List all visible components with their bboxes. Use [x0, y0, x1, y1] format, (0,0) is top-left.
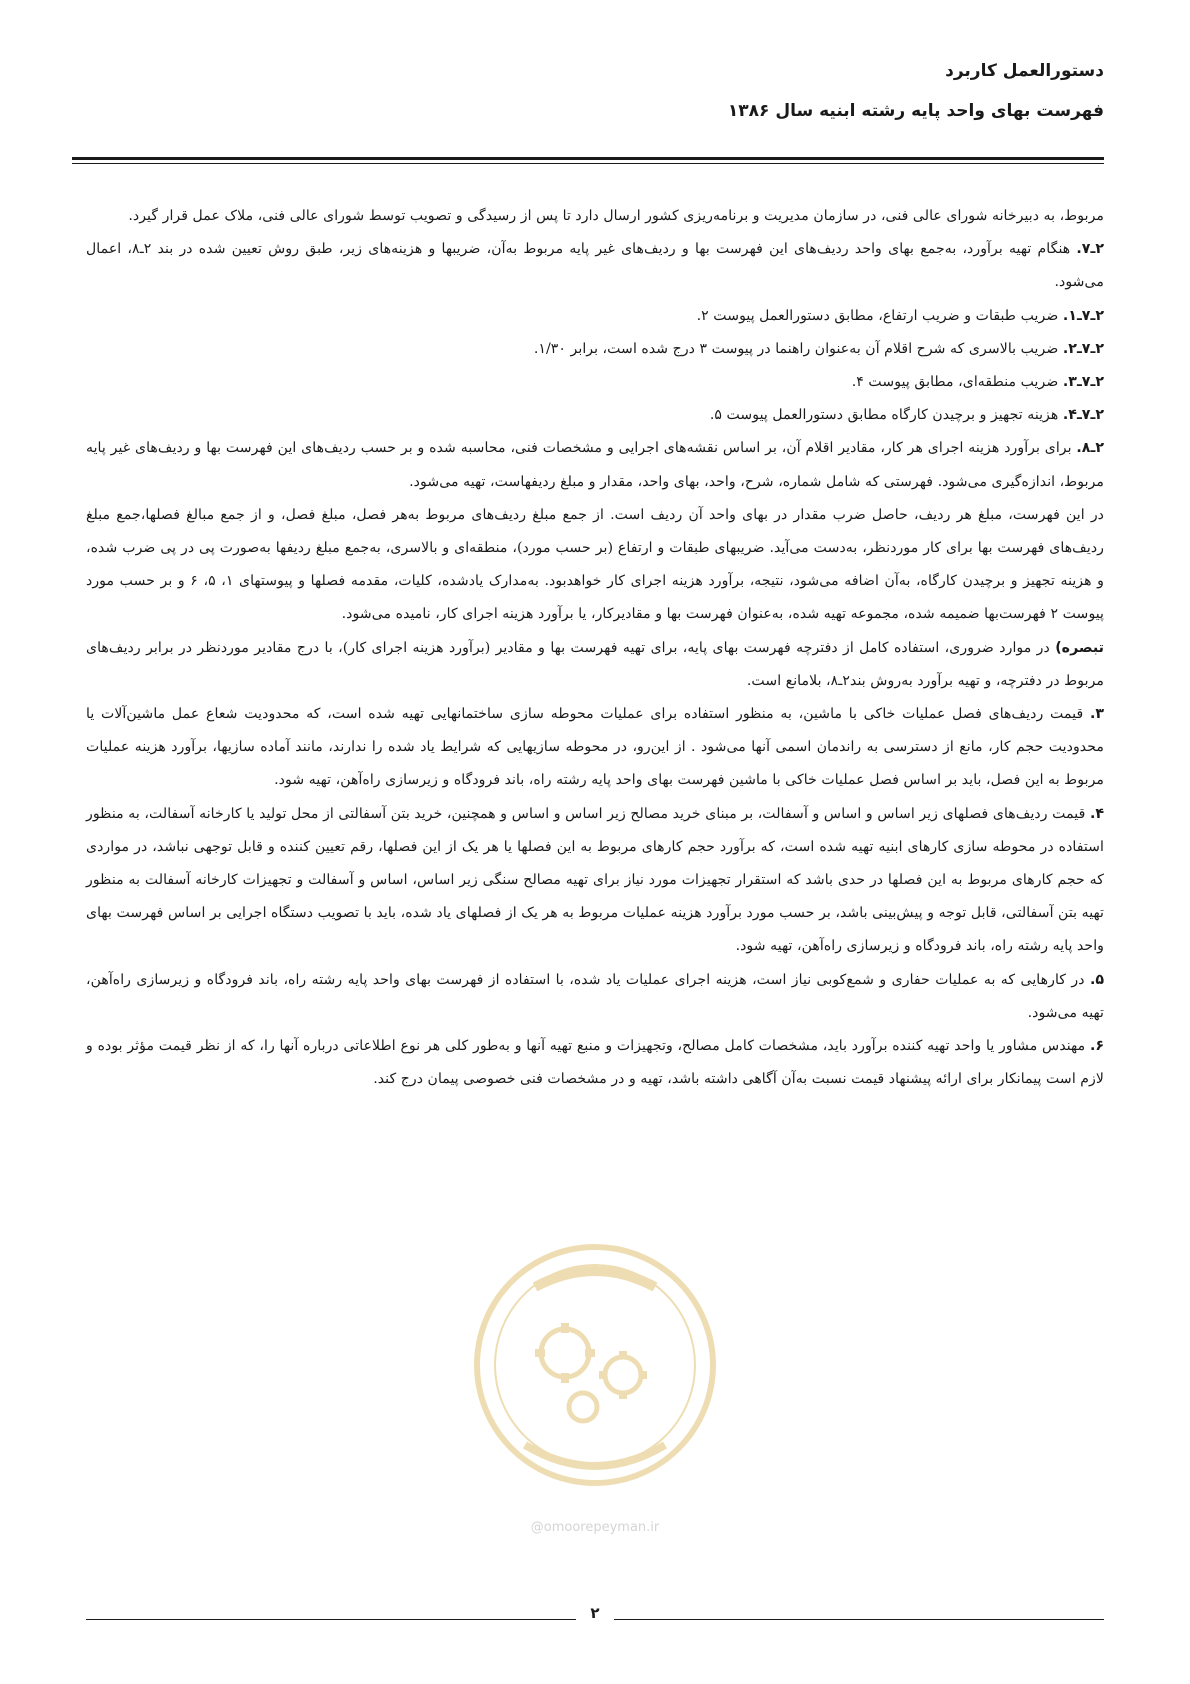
paragraph-4: ۴. قیمت ردیف‌های فصلهای زیر اساس و اساس و آسفالت، بر مبنای خرید مصالح زیر اساس و اساس و همچنین، خرید بتن آسفالتی از محل تولید یا کارخانه آسفالت، به منظور استفاده در محوطه سازی کارهای ابنیه تهیه شده است، که برآورد حجم کارهای مربوط به این فصلها یا هر یک از این فصلها، رقم تعیین کننده و قابل توجهی نباشد، در مواردی که حجم کارهای مربوط به این فصلها در حدی باشد که استقرار تجهیزات مورد نیاز برای تهیه مصالح سنگی زیر اساس، اساس و آسفالت و تجهیزات کارخانه آسفالت به منظور تهیه بتن آسفالتی، قابل توجه و پیش‌بینی باشد، بر حسب مورد برآورد هزینه عملیات مربوط به هر یک از فصلهای یاد شده، باید با تصویب دستگاه اجرایی بر اساس فهرست بهای واحد پایه رشته راه، باند فرودگاه و زیرسازی راه‌آهن، تهیه شود.	[86, 805, 1104, 955]
paragraph-continuation: مربوط، به دبیرخانه شورای عالی فنی، در سازمان مدیریت و برنامه‌ریزی کشور ارسال دارد تا پس از رسیدگی و تصویب توسط شورای عالی فنی، ملاک عمل قرار گیرد.	[128, 208, 1104, 224]
paragraph-2-7-4: ۲ـ۷ـ۴. هزینه تجهیز و برچیدن کارگاه مطابق دستورالعمل پیوست ۵.	[709, 407, 1104, 424]
clause-number: ۲ـ۷.	[1076, 241, 1104, 258]
header-rule-thick	[72, 157, 1104, 160]
header-rule-thin	[72, 163, 1104, 164]
watermark	[465, 1225, 725, 1535]
paragraph-2-7: ۲ـ۷. هنگام تهیه برآورد، به‌جمع بهای واحد ردیف‌های این فهرست بها و ردیف‌های غیر پایه مربوط به‌آن، ضریبها و هزینه‌های زیر، طبق روش تعیین شده در بند ۲ـ۸، اعمال می‌شود.	[86, 241, 1104, 291]
paragraph-price-list: در این فهرست، مبلغ هر ردیف، حاصل ضرب مقدار در بهای واحد آن ردیف است. از جمع مبلغ ردیف‌های مربوط به‌هر فصل، مبلغ فصل، و از جمع مبالغ فصلها،جمع مبلغ ردیف‌های فهرست بها برای کار موردنظر، به‌دست می‌آید. ضریبهای طبقات و ارتفاع (بر حسب مورد)، منطقه‌ای و بالاسری، به‌جمع مبلغ ردیفها به‌صورت پی در پی ضرب شده، و هزینه تجهیز و برچیدن کارگاه، به‌آن اضافه می‌شود، نتیجه، برآورد هزینه اجرای کار خواهدبود. به‌مدارک یادشده، کلیات، مقدمه فصلها و پیوستهای ۱، ۵، ۶ و بر حسب مورد پیوست ۲ فهرست‌بها ضمیمه شده، مجموعه تهیه شده، به‌عنوان فهرست بها و مقادیرکار، یا برآورد هزینه اجرای کار، نامیده می‌شود.	[86, 506, 1105, 623]
paragraph-3: ۳. قیمت ردیف‌های فصل عملیات خاکی با ماشین، به منظور استفاده برای عملیات محوطه سازی ساختمانهایی تهیه شده است، که محدودیت شعاع عمل ماشین‌آلات یا محدودیت حجم کار، مانع از دسترسی به راندمان اسمی آنها می‌شود . از این‌رو، در محوطه سازیهایی که شرایط یاد شده را ندارند، مانند آماده سازیها، برآورد هزینه عملیات مربوط به این فصل، باید بر اساس فصل عملیات خاکی با ماشین فهرست بهای واحد پایه رشته راه، باند فرودگاه و زیرسازی راه‌آهن، تهیه شود.	[86, 706, 1105, 789]
footer-rule-right	[614, 1619, 1104, 1620]
clause-number: ۵.	[1089, 971, 1104, 988]
clause-number: ۳.	[1089, 706, 1104, 723]
paragraph-2-8: ۲ـ۸. برای برآورد هزینه اجرای هر کار، مقادیر اقلام آن، بر اساس نقشه‌های اجرایی و مشخصات فنی، محاسبه شده و بر حسب ردیف‌های این فهرست بها و ردیف‌های غیر پایه مربوط، اندازه‌گیری می‌شود. فهرستی که شامل شماره، شرح، واحد، بهای واحد، مقدار و مبلغ ردیفهاست، تهیه می‌شود.	[86, 440, 1104, 490]
page-header	[728, 58, 1104, 124]
watermark-seal-icon	[465, 1225, 725, 1510]
clause-number: ۲ـ۷ـ۴.	[1062, 407, 1104, 424]
note-label: تبصره)	[1055, 639, 1104, 656]
header-subtitle: فهرست بهای واحد پایه رشته ابنیه سال ۱۳۸۶	[727, 101, 1104, 121]
watermark-url: @omoorepeyman.ir	[530, 1520, 660, 1535]
page-number: ۲	[590, 1604, 600, 1622]
clause-number: ۲ـ۷ـ۳.	[1062, 374, 1104, 391]
clause-number: ۴.	[1089, 805, 1104, 822]
clause-number: ۲ـ۷ـ۱.	[1062, 307, 1104, 324]
paragraph-5: ۵. در کارهایی که به عملیات حفاری و شمع‌کوبی نیاز است، هزینه اجرای عملیات یاد شده، با استفاده از فهرست بهای واحد پایه رشته راه، باند فرودگاه و زیرسازی راه‌آهن، تهیه می‌شود.	[86, 971, 1104, 1021]
paragraph-2-7-2: ۲ـ۷ـ۲. ضریب بالاسری که شرح اقلام آن به‌عنوان راهنما در پیوست ۳ درج شده است، برابر ۱/۳۰.	[533, 340, 1104, 357]
paragraph-2-7-3: ۲ـ۷ـ۳. ضریب منطقه‌ای، مطابق پیوست ۴.	[851, 374, 1104, 391]
footer-rule-left	[86, 1619, 576, 1620]
paragraph-note: تبصره) در موارد ضروری، استفاده کامل از دفترچه فهرست بهای پایه، برای تهیه فهرست بها و مقادیر (برآورد هزینه اجرای کار)، با درج مقادیر موردنظر در برابر ردیف‌های مربوط در دفترچه، و تهیه برآورد به‌روش بند۲ـ۸، بلامانع است.	[86, 639, 1104, 689]
clause-number: ۶.	[1089, 1038, 1104, 1055]
clause-number: ۲ـ۷ـ۲.	[1062, 340, 1104, 357]
clause-number: ۲ـ۸.	[1076, 440, 1104, 457]
paragraph-6: ۶. مهندس مشاور یا واحد تهیه کننده برآورد باید، مشخصات کامل مصالح، وتجهیزات و منبع تهیه آنها و به‌طور کلی هر نوع اطلاعاتی درباره آنها را، که از نظر قیمت مؤثر بوده و لازم است پیمانکار برای ارائه پیشنهاد قیمت نسبت به‌آن آگاهی داشته باشد، تهیه و در مشخصات فنی خصوصی پیمان درج کند.	[86, 1038, 1104, 1088]
body-text	[86, 200, 1104, 1096]
header-title: دستورالعمل کاربرد	[945, 61, 1104, 81]
paragraph-2-7-1: ۲ـ۷ـ۱. ضریب طبقات و ضریب ارتفاع، مطابق دستورالعمل پیوست ۲.	[696, 307, 1104, 324]
